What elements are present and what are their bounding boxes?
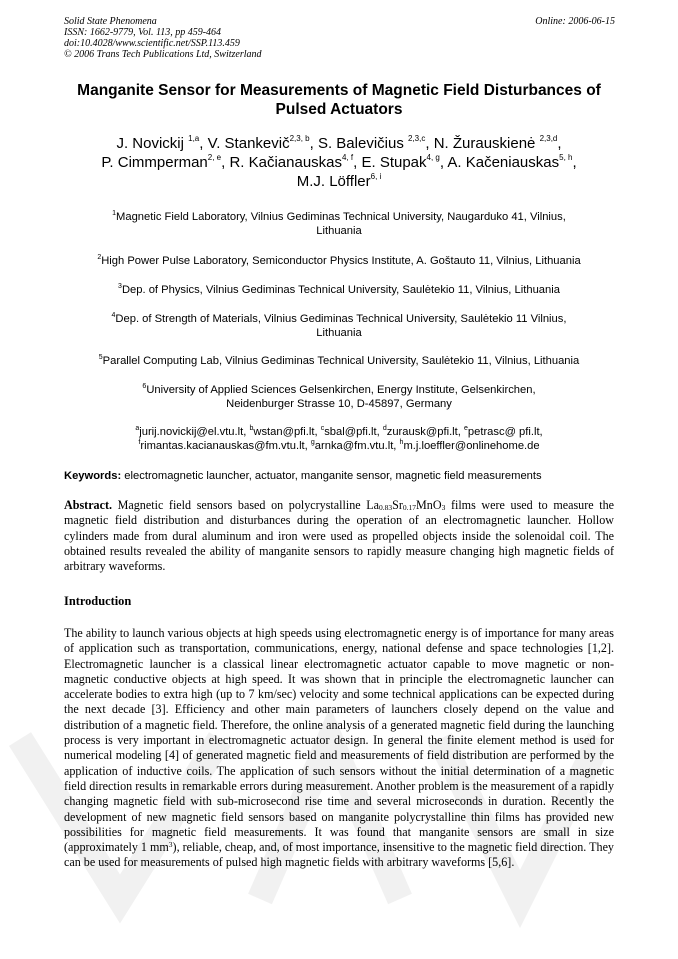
section-heading-introduction: Introduction <box>64 594 132 608</box>
affiliation-5: $^5$Parallel Computing Lab, Vilnius Gediminas Technical University, Saulėtekio 11, Vilnius, Lithuania <box>98 354 580 367</box>
email-link[interactable]: sbal@pfi.lt, <box>324 426 383 438</box>
email-link[interactable]: jurij.novickij@el.vtu.lt, <box>139 426 250 438</box>
affiliation-6: $^6$University of Applied Sciences Gelsenkirchen, Energy Institute, Gelsenkirchen, Neidenburger Strasse 10, D-45897, Germany <box>142 383 536 410</box>
author: V. Stankevič$^{2,3, b}$, <box>207 134 318 152</box>
introduction-paragraph: The ability to launch various objects at high speeds using electromagnetic energy is of importance for many areas of application such as transportation, communications, energy, national defense and space technologies [1,2]. Electromagnetic launcher is a classical linear electromagnetic actuator capable to move magnetic or non-magnetic conductive objects at high speed. It was shown that in principle the electromagnetic launcher can accelerate bodies to extra high (up to 7 km/sec) velocity and some technical applications can be expected during the next decade [3]. Efficiency and other main parameters of launchers closely depend on the value and distribution of a magnetic field. Therefore, the online analysis of a generated magnetic field during the launching process is very important in electromagnetic actuator design. In general the finite element method is used for numerical modeling [4] of generated magnetic field and measurements of field distribution are performed by the application of inductive coils. The application of such sensors without the initial determination of a magnetic field direction results in remarkable errors during measurement. Another problem is the measurement of a rapidly changing magnetic field with sub-microsecond rise time and several microseconds in duration. Recently the development of new magnetic field sensors based on manganite polycrystalline thin films has provided new possibilities for magnetic field measurements. It was found that manganite sensors are small in size (approximately 1 $mm^3$), reliable, cheap, and, of most importance, insensitive to the magnetic field direction. They can be used for measurements of pulsed high magnetic fields with arbitrary waveforms [5,6]. <box>64 626 614 870</box>
affiliation-1: $^1$Magnetic Field Laboratory, Vilnius Gediminas Technical University, Naugarduko 41, Vilnius, Lithuania <box>112 210 566 237</box>
email-link[interactable]: petrasc@ pfi.lt, <box>467 426 543 438</box>
email-list: $^a$jurij.novickij@el.vtu.lt, $^b$wstan@pfi.lt, $^c$sbal@pfi.lt, $^d$zurausk@pfi.lt, $^e$petrasc@ pfi.lt, $^f$rimantas.kacianauskas@fm.vtu.lt, $^g$arnka@fm.vtu.lt, $^h$m.j.loeffler@onlinehome.de <box>135 425 543 452</box>
keywords-text: electromagnetic launcher, actuator, manganite sensor, magnetic field measurements <box>121 470 542 482</box>
author: J. Novickij $^{1,a}$, <box>116 134 208 152</box>
title-line-2: Pulsed Actuators <box>275 101 403 118</box>
email-link[interactable]: rimantas.kacianauskas@fm.vtu.lt, <box>140 440 311 452</box>
email-link[interactable]: m.j.loeffler@onlinehome.de <box>403 440 540 452</box>
keywords-label: Keywords: <box>64 470 122 482</box>
email-link[interactable]: arnka@fm.vtu.lt, <box>314 440 400 452</box>
author: E. Stupak$^{4, g}$, <box>361 153 448 171</box>
online-date: Online: 2006-06-15 <box>535 16 615 27</box>
author: R. Kačianauskas$^{4, f}$, <box>229 153 362 171</box>
abstract-paragraph: Abstract. Magnetic field sensors based on polycrystalline $La_{0.83}Sr_{0.17}MnO_3$ films were used to measure the magnetic field distribution and disturbances during the operation of an electromagnetic launcher. Hollow cylinders made from dural aluminum and iron were used as propelled objects inside the solenoidal coil. The obtained results revealed the ability of manganite sensors to rapidly measure changing high magnetic fields of arbitrary waveforms. <box>64 498 614 574</box>
abstract-label: Abstract. <box>64 498 113 512</box>
paper-title <box>50 81 628 119</box>
keywords-line <box>64 469 624 483</box>
journal-name: Solid State Phenomena <box>64 16 157 27</box>
copyright-line: © 2006 Trans Tech Publications Ltd, Switzerland <box>64 49 262 60</box>
title-line-1: Manganite Sensor for Measurements of Magnetic Field Disturbances of <box>77 82 601 99</box>
affiliation-4: $^4$Dep. of Strength of Materials, Vilnius Gediminas Technical University, Saulėtekio 11 Vilnius, Lithuania <box>111 312 567 339</box>
author-list <box>50 134 628 191</box>
journal-header <box>64 16 424 60</box>
email-link[interactable]: wstan@pfi.lt, <box>253 426 321 438</box>
author: N. Žurauskienė $^{2,3,d}$, <box>433 134 562 152</box>
affiliation-3: $^3$Dep. of Physics, Vilnius Gediminas Technical University, Saulėtekio 11, Vilnius, Lithuania <box>118 283 560 296</box>
author: A. Kačeniauskas$^{5, h}$, <box>447 153 577 171</box>
affiliation-2: $^2$High Power Pulse Laboratory, Semiconductor Physics Institute, A. Goštauto 11, Vilnius, Lithuania <box>97 254 581 267</box>
author: S. Balevičius $^{2,3,c}$, <box>317 134 434 152</box>
email-link[interactable]: zurausk@pfi.lt, <box>386 426 464 438</box>
doi-line[interactable]: doi:10.4028/www.scientific.net/SSP.113.459 <box>64 38 240 49</box>
issn-line: ISSN: 1662-9779, Vol. 113, pp 459-464 <box>64 27 222 38</box>
author: P. Cimmperman$^{2, e}$, <box>101 153 230 171</box>
author: M.J. Löffler$^{6, i}$ <box>296 172 382 190</box>
